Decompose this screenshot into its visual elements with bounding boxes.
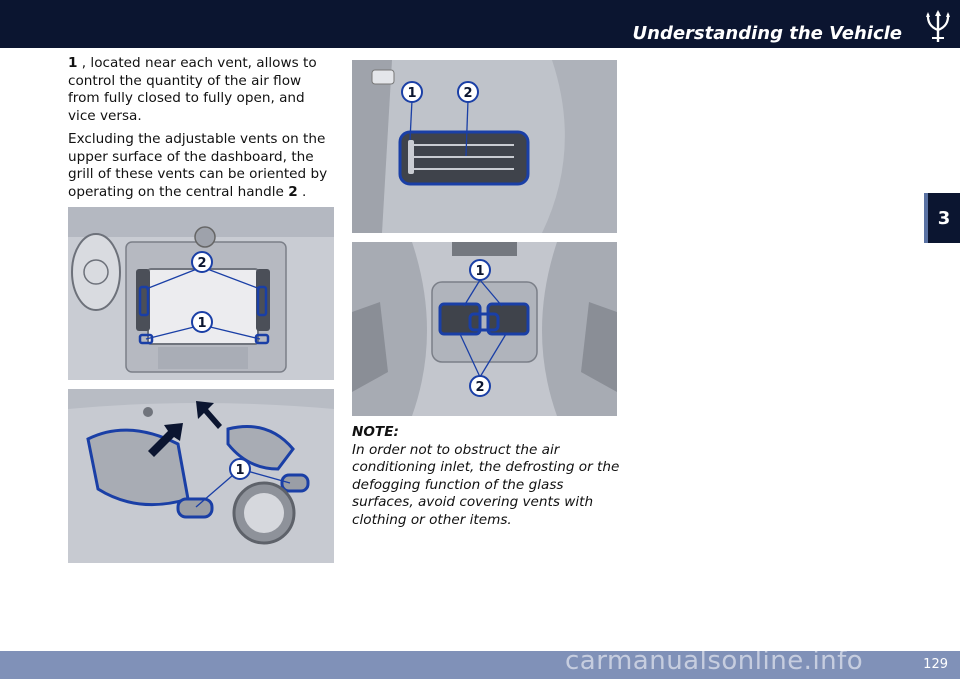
callout-label: 2 <box>197 256 207 271</box>
page-header <box>0 0 960 48</box>
ref-number: 2 <box>288 183 298 200</box>
figure-side-vent <box>352 60 617 233</box>
note-block <box>352 424 620 529</box>
paragraph-text: Excluding the adjustable vents on the upper surface of the dashboard, the grill of these vents can be oriented by operating on the central handle <box>68 131 328 200</box>
figure-rear-vents <box>352 242 617 416</box>
chapter-tab[interactable]: 3 <box>924 193 960 243</box>
trident-logo-icon <box>922 8 954 46</box>
paragraph-tail: . <box>297 183 307 200</box>
watermark-text: carmanualsonline.info <box>565 646 864 676</box>
note-text: In order not to obstruct the air conditioning inlet, the defrosting or the defogging function of the glass surfaces, avoid covering vents with clothing or other items. <box>352 441 620 528</box>
figure-dashboard-vents <box>68 207 334 380</box>
callout-label: 1 <box>235 463 245 478</box>
section-title: Understanding the Vehicle <box>632 23 902 44</box>
callout-label: 1 <box>407 86 417 101</box>
paragraph-text: , located near each vent, allows to control the quantity of the air flow from fully closed to fully open, and vice versa. <box>68 55 317 124</box>
callout-label: 2 <box>463 86 473 101</box>
callout-label: 1 <box>197 316 207 331</box>
figure-upper-dashboard-vents <box>68 389 334 563</box>
note-title: NOTE: <box>352 424 399 440</box>
callout-label: 1 <box>475 264 485 279</box>
paragraph-2 <box>68 131 336 201</box>
body-text <box>68 55 336 207</box>
callout-label: 2 <box>475 380 485 395</box>
page-number: 129 <box>923 657 948 672</box>
ref-number: 1 <box>68 55 78 71</box>
paragraph-1 <box>68 55 336 125</box>
